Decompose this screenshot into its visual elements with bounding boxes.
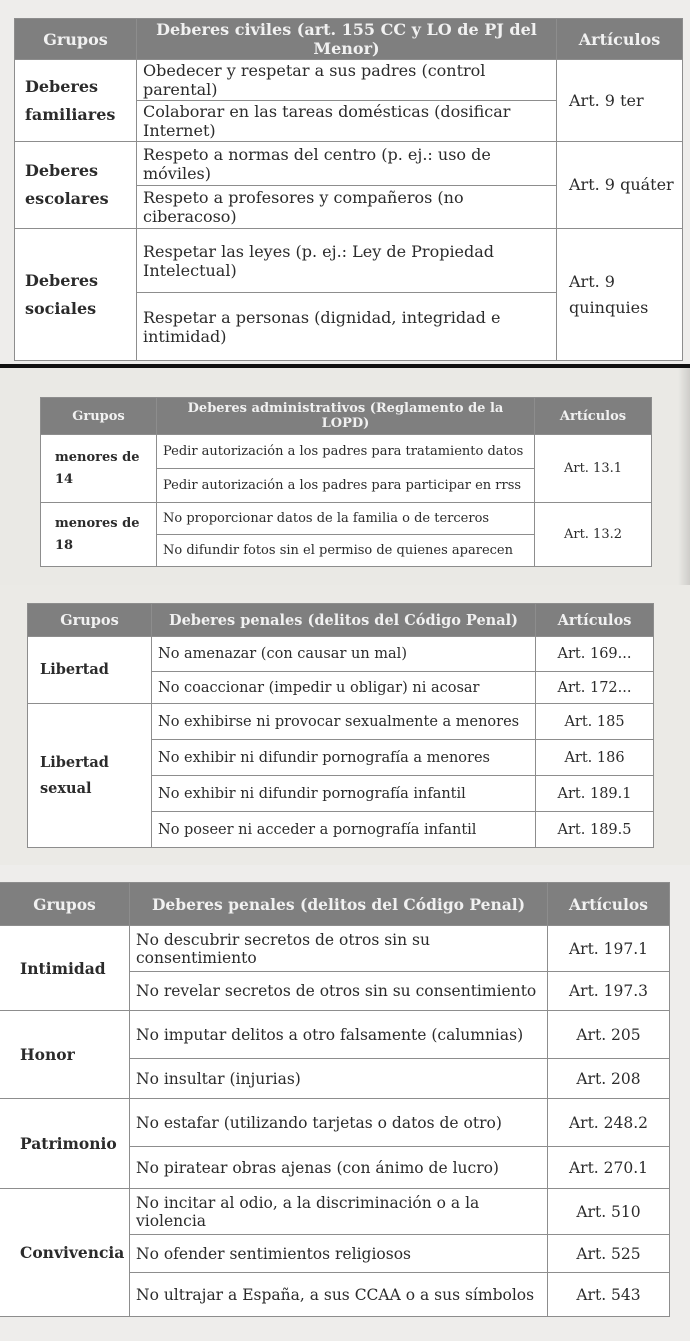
- item-cell: Pedir autorización a los padres para participar en rrss: [157, 469, 535, 503]
- article-cell: Art. 543: [548, 1273, 670, 1317]
- group-cell: Deberes sociales: [15, 229, 137, 361]
- item-cell: Respeto a normas del centro (p. ej.: uso de móviles): [137, 142, 557, 186]
- item-cell: No coaccionar (impedir u obligar) ni acosar: [152, 672, 536, 704]
- article-cell: Art. 197.3: [548, 972, 670, 1011]
- item-cell: Pedir autorización a los padres para tratamiento datos: [157, 435, 535, 469]
- table-admin-duties: [40, 397, 652, 567]
- article-cell: Art. 186: [536, 740, 654, 776]
- article-cell: Art. 189.5: [536, 812, 654, 848]
- header-deberes: Deberes penales (delitos del Código Penal): [130, 883, 548, 926]
- item-cell: No piratear obras ajenas (con ánimo de lucro): [130, 1147, 548, 1189]
- article-cell: Art. 510: [548, 1189, 670, 1235]
- item-cell: Respetar a personas (dignidad, integridad e intimidad): [137, 293, 557, 361]
- item-cell: Colaborar en las tareas domésticas (dosificar Internet): [137, 101, 557, 142]
- item-cell: Respeto a profesores y compañeros (no ciberacoso): [137, 186, 557, 229]
- item-cell: No ofender sentimientos religiosos: [130, 1235, 548, 1273]
- group-cell: menores de 14: [41, 435, 157, 503]
- item-cell: No exhibirse ni provocar sexualmente a menores: [152, 704, 536, 740]
- article-cell: Art. 185: [536, 704, 654, 740]
- item-cell: No insultar (injurias): [130, 1059, 548, 1099]
- header-articulos: Artículos: [557, 19, 683, 60]
- group-cell: Honor: [0, 1011, 130, 1099]
- article-cell: Art. 197.1: [548, 926, 670, 972]
- article-cell: Art. 13.1: [535, 435, 652, 503]
- photo-edge-shadow: [678, 368, 690, 585]
- item-cell: No incitar al odio, a la discriminación o a la violencia: [130, 1189, 548, 1235]
- item-cell: No exhibir ni difundir pornografía infantil: [152, 776, 536, 812]
- item-cell: No exhibir ni difundir pornografía a menores: [152, 740, 536, 776]
- item-cell: No proporcionar datos de la familia o de terceros: [157, 503, 535, 535]
- article-cell: Art. 172...: [536, 672, 654, 704]
- table-civil-duties: [14, 18, 683, 361]
- group-cell: Intimidad: [0, 926, 130, 1011]
- header-deberes: Deberes civiles (art. 155 CC y LO de PJ del Menor): [137, 19, 557, 60]
- article-cell: Art. 525: [548, 1235, 670, 1273]
- group-cell: Patrimonio: [0, 1099, 130, 1189]
- group-cell: Libertad: [28, 637, 152, 704]
- article-cell: Art. 205: [548, 1011, 670, 1059]
- article-cell: Art. 9 ter: [557, 60, 683, 142]
- article-cell: Art. 169...: [536, 637, 654, 672]
- group-cell: Deberes familiares: [15, 60, 137, 142]
- article-cell: Art. 189.1: [536, 776, 654, 812]
- header-grupos: Grupos: [15, 19, 137, 60]
- item-cell: No amenazar (con causar un mal): [152, 637, 536, 672]
- header-deberes: Deberes penales (delitos del Código Penal): [152, 604, 536, 637]
- item-cell: No poseer ni acceder a pornografía infantil: [152, 812, 536, 848]
- header-articulos: Artículos: [535, 398, 652, 435]
- article-cell: Art. 208: [548, 1059, 670, 1099]
- header-articulos: Artículos: [548, 883, 670, 926]
- item-cell: No revelar secretos de otros sin su consentimiento: [130, 972, 548, 1011]
- article-cell: Art. 270.1: [548, 1147, 670, 1189]
- item-cell: No difundir fotos sin el permiso de quienes aparecen: [157, 535, 535, 567]
- table-penal-duties-1: [27, 603, 654, 848]
- table-penal-duties-2: [0, 882, 670, 1317]
- group-cell: Convivencia: [0, 1189, 130, 1317]
- item-cell: No estafar (utilizando tarjetas o datos de otro): [130, 1099, 548, 1147]
- item-cell: No descubrir secretos de otros sin su consentimiento: [130, 926, 548, 972]
- header-grupos: Grupos: [41, 398, 157, 435]
- item-cell: Respetar las leyes (p. ej.: Ley de Propiedad Intelectual): [137, 229, 557, 293]
- group-cell: Deberes escolares: [15, 142, 137, 229]
- article-cell: Art. 248.2: [548, 1099, 670, 1147]
- header-articulos: Artículos: [536, 604, 654, 637]
- item-cell: No imputar delitos a otro falsamente (calumnias): [130, 1011, 548, 1059]
- header-deberes: Deberes administrativos (Reglamento de la LOPD): [157, 398, 535, 435]
- header-grupos: Grupos: [0, 883, 130, 926]
- group-cell: menores de 18: [41, 503, 157, 567]
- item-cell: Obedecer y respetar a sus padres (control parental): [137, 60, 557, 101]
- article-cell: Art. 13.2: [535, 503, 652, 567]
- article-cell: Art. 9 quinquies: [557, 229, 683, 361]
- photo-civil-duties: [0, 0, 690, 368]
- article-cell: Art. 9 quáter: [557, 142, 683, 229]
- item-cell: No ultrajar a España, a sus CCAA o a sus símbolos: [130, 1273, 548, 1317]
- group-cell: Libertad sexual: [28, 704, 152, 848]
- header-grupos: Grupos: [28, 604, 152, 637]
